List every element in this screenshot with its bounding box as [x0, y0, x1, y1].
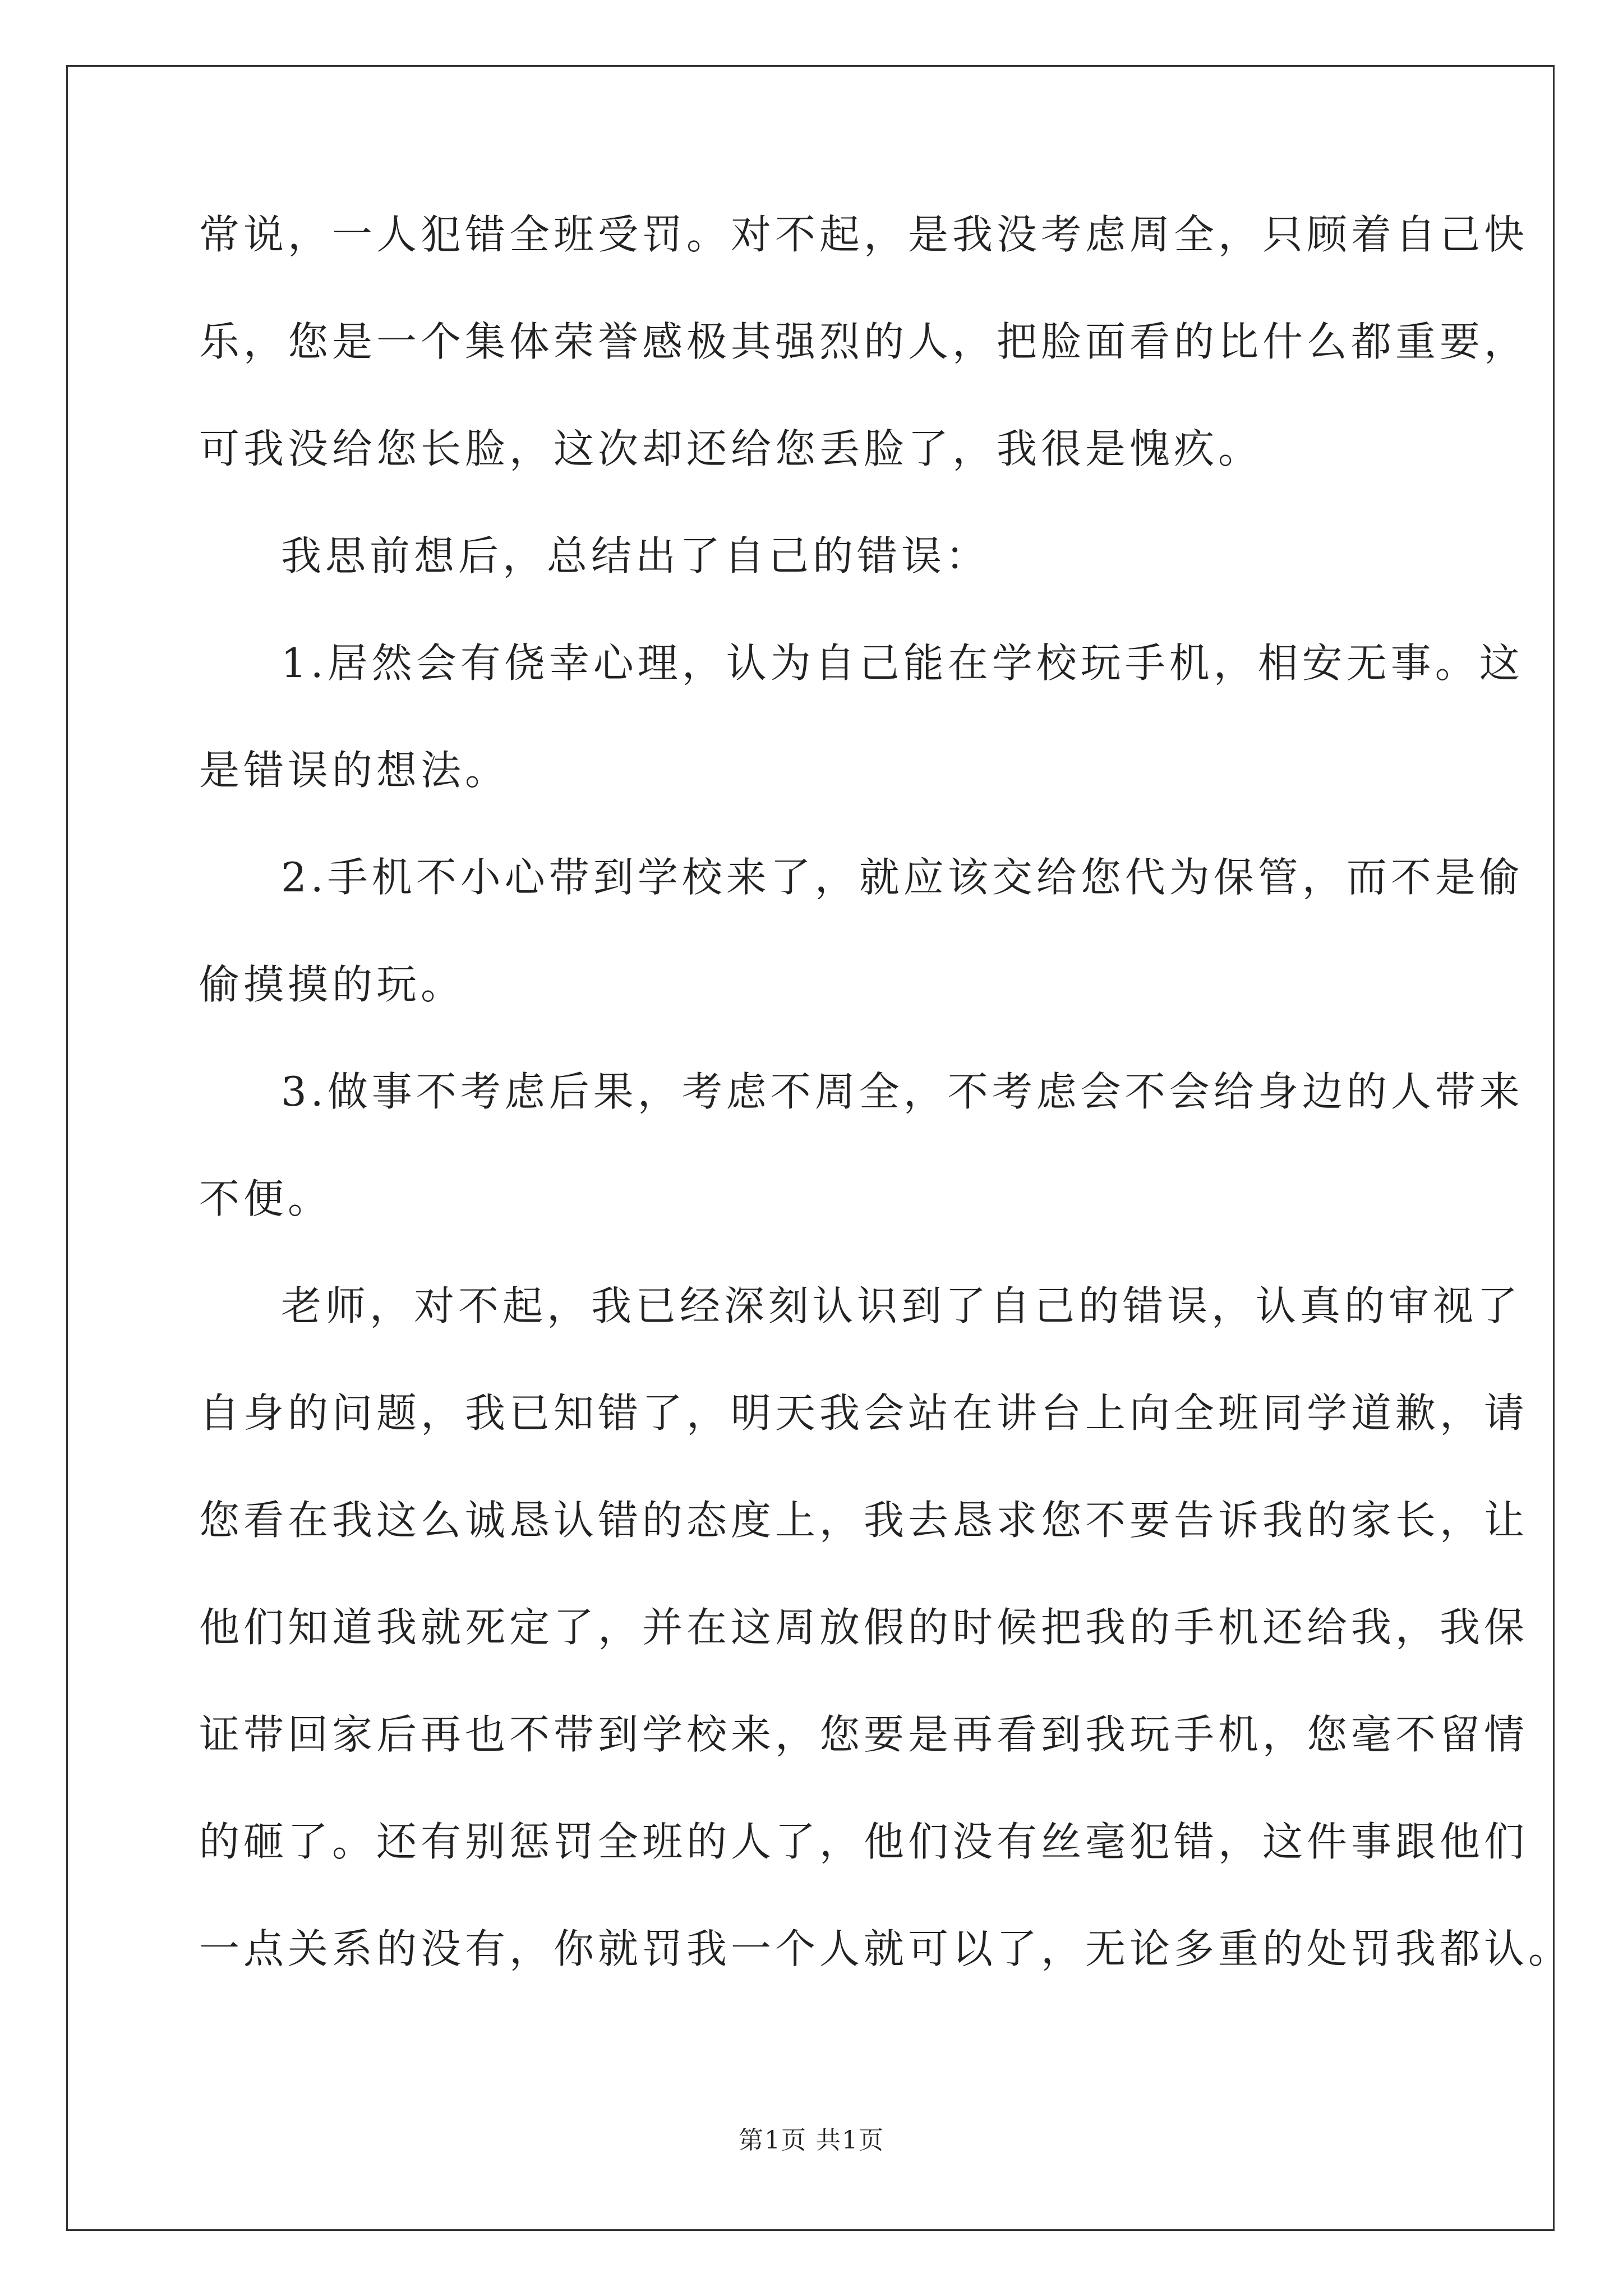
- text-line: 是错误的想法。: [199, 747, 510, 794]
- paragraph-start-line: 老师，对不起，我已经深刻认识到了自己的错误，认真的审视了: [281, 1282, 1522, 1329]
- text-line: 证带回家后再也不带到学校来，您要是再看到我玩手机，您毫不留情: [199, 1711, 1529, 1758]
- text-line: 的砸了。还有别惩罚全班的人了，他们没有丝毫犯错，这件事跟他们: [199, 1818, 1529, 1865]
- list-item-2: 2.手机不小心带到学校来了，就应该交给您代为保管，而不是偷: [281, 854, 1524, 901]
- text-line: 他们知道我就死定了，并在这周放假的时候把我的手机还给我，我保: [199, 1604, 1529, 1651]
- page-number-footer: 第1页 共1页: [739, 2126, 884, 2155]
- list-item-3: 3.做事不考虑后果，考虑不周全，不考虑会不会给身边的人带来: [281, 1068, 1524, 1115]
- text-line: 乐，您是一个集体荣誉感极其强烈的人，把脸面看的比什么都重要，: [199, 318, 1529, 365]
- text-line: 不便。: [199, 1175, 333, 1222]
- text-line: 偷摸摸的玩。: [199, 961, 465, 1008]
- text-line: 您看在我这么诚恳认错的态度上，我去恳求您不要告诉我的家长，让: [199, 1497, 1529, 1544]
- document-body: [199, 211, 1573, 2036]
- text-line: 一点关系的没有，你就罚我一个人就可以了，无论多重的处罚我都认。: [199, 1925, 1573, 1972]
- list-item-1: 1.居然会有侥幸心理，认为自己能在学校玩手机，相安无事。这: [281, 639, 1524, 687]
- text-line: 常说，一人犯错全班受罚。对不起，是我没考虑周全，只顾着自己快: [199, 211, 1529, 258]
- paragraph-start-line: 我思前想后，总结出了自己的错误：: [281, 532, 990, 579]
- text-line: 自身的问题，我已知错了，明天我会站在讲台上向全班同学道歉，请: [199, 1389, 1529, 1437]
- text-line: 可我没给您长脸，这次却还给您丢脸了，我很是愧疚。: [199, 425, 1263, 472]
